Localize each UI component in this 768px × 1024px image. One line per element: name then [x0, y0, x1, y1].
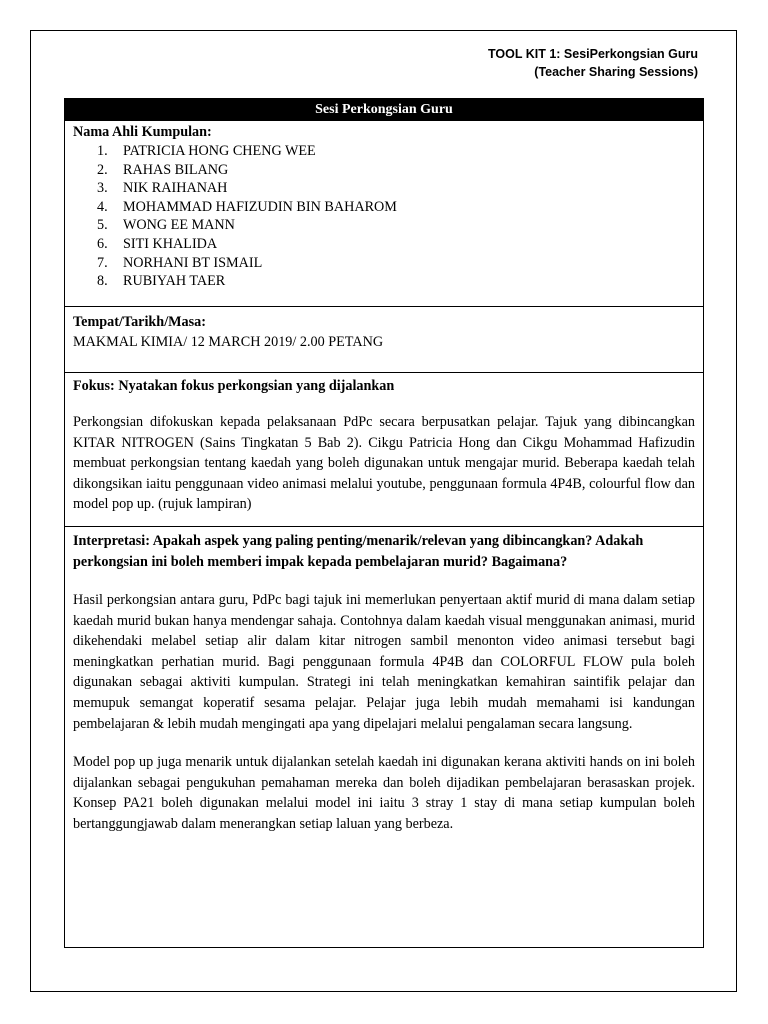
focus-label: Fokus: Nyatakan fokus perkongsian yang dijalankan [73, 378, 395, 394]
member-number: 3. [97, 180, 108, 197]
list-item [97, 254, 695, 273]
member-number: 7. [97, 254, 108, 271]
member-number: 6. [97, 235, 108, 252]
member-name: MOHAMMAD HAFIZUDIN BIN BAHAROM [123, 198, 397, 215]
member-number: 8. [97, 273, 108, 290]
member-number: 2. [97, 161, 108, 178]
members-section [65, 121, 703, 307]
member-name: NIK RAIHANAH [123, 180, 228, 197]
place-value: MAKMAL KIMIA/ 12 MARCH 2019/ 2.00 PETANG [73, 334, 384, 350]
interpretation-paragraph-2: Model pop up juga menarik untuk dijalankan setelah kaedah ini digunakan kerana aktiviti hands on ini boleh dijalankan sebagai pengukuhan pemahaman mereka dan boleh dijadikan pembelajaran berasaskan projek. Konsep PA21 boleh digunakan melalui model ini iaitu 3 stray 1 stay di mana setiap kumpulan boleh bertanggungjawab dalam menerangkan setiap laluan yang berbeza. [73, 754, 695, 832]
member-name: NORHANI BT ISMAIL [123, 254, 263, 271]
focus-text: Perkongsian difokuskan kepada pelaksanaan PdPc secara berpusatkan pelajar. Tajuk yang dibincangkan KITAR NITROGEN (Sains Tingkatan 5 Bab 2). Cikgu Patricia Hong dan Cikgu Mohammad Hafizudin membuat perkongsian tentang kaedah yang boleh digunakan untuk mengajar murid. Beberapa kaedah telah dikongsikan iaitu penggunaan video animasi melalui youtube, penggunaan formula 4P4B, colourful flow dan model pop up. (rujuk lampiran) [73, 414, 695, 513]
list-item [97, 161, 695, 180]
toolkit-subtitle: (Teacher Sharing Sessions) [534, 65, 698, 79]
member-name: RAHAS BILANG [123, 161, 229, 178]
interpretation-paragraph-1: Hasil perkongsian antara guru, PdPc bagi tajuk ini memerlukan penyertaan aktif murid di mana dalam setiap kaedah murid bukan hanya mendengar sahaja. Contohnya dalam kaedah visual menggunakan animasi, murid dikehendaki melabel setiap alir dalam kitar nitrogen sambil menonton video animasi tersebut bagi meningkatkan perhatian murid. Bagi penggunaan formula 4P4B dan COLORFUL FLOW pula boleh digunakan sebagai aktiviti kumpulan. Strategi ini telah meningkatkan kemahiran saintifik pelajar dan memupuk semangat koperatif sesama pelajar. Pelajar juga lebih mudah memahami isi kandungan pembelajaran & lebih mudah mengingati apa yang dipelajari melalui pengalaman secara langsung. [73, 592, 695, 732]
interpretation-section [65, 527, 703, 835]
member-number: 4. [97, 198, 108, 215]
focus-section [65, 373, 703, 527]
member-number: 5. [97, 217, 108, 234]
form-title: Sesi Perkongsian Guru [65, 99, 703, 121]
list-item [97, 216, 695, 235]
toolkit-header [488, 45, 698, 81]
place-date-time-section [65, 307, 703, 373]
list-item [97, 272, 695, 291]
toolkit-title: TOOL KIT 1: SesiPerkongsian Guru [487, 47, 698, 61]
list-item [97, 142, 695, 161]
member-name: WONG EE MANN [123, 217, 235, 234]
place-label: Tempat/Tarikh/Masa: [73, 314, 206, 330]
member-number: 1. [97, 143, 108, 159]
list-item [97, 198, 695, 217]
member-name: PATRICIA HONG CHENG WEE [123, 143, 316, 159]
list-item [97, 179, 695, 198]
sharing-session-form [64, 98, 704, 948]
list-item [97, 235, 695, 254]
interpretation-label: Interpretasi: Apakah aspek yang paling penting/menarik/relevan yang dibincangkan? Adakah perkongsian ini boleh memberi impak kepada pembelajaran murid? Bagaimana? [73, 533, 644, 570]
members-list [73, 142, 695, 291]
member-name: RUBIYAH TAER [123, 273, 226, 290]
member-name: SITI KHALIDA [123, 235, 218, 252]
members-label: Nama Ahli Kumpulan: [73, 124, 212, 140]
